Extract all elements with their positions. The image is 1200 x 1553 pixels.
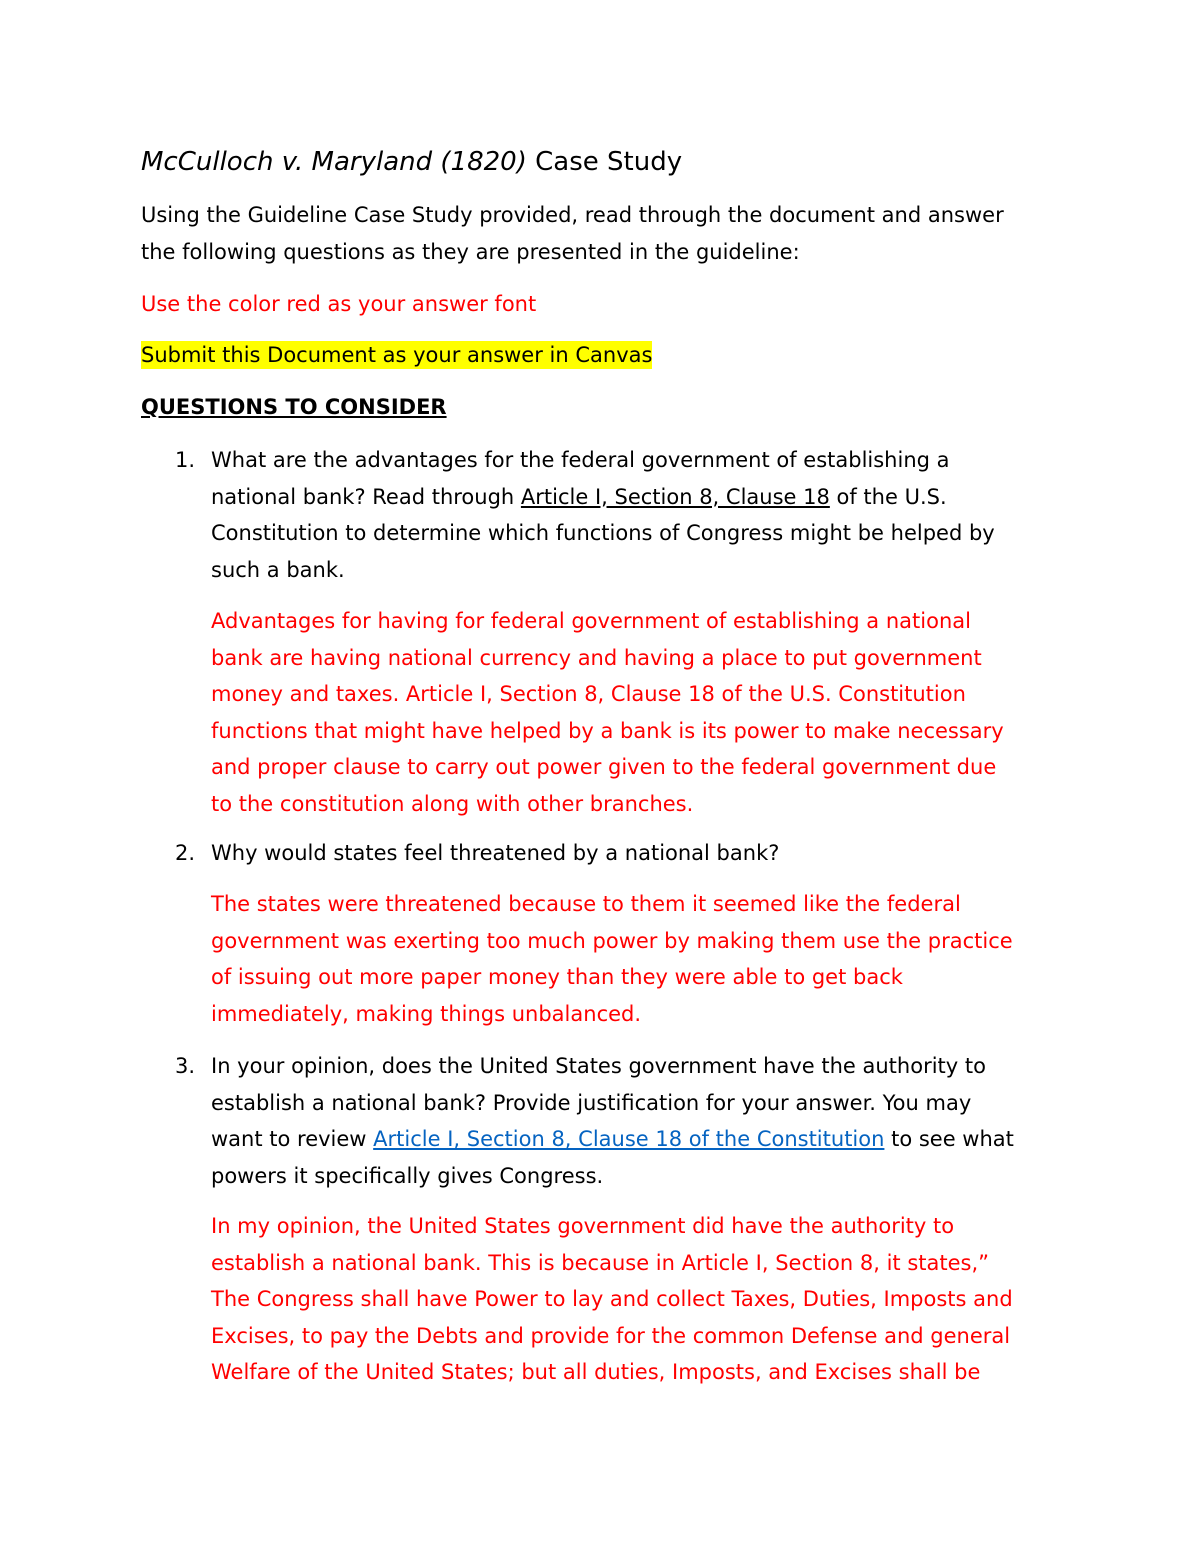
instruction-highlight: Submit this Document as your answer in Canvas — [141, 343, 653, 367]
answer-2 — [211, 886, 1013, 1032]
question-1 — [141, 442, 1071, 588]
title-case-name: McCulloch v. Maryland (1820) — [141, 147, 527, 177]
answer-line: The Congress shall have Power to lay and collect Taxes, Duties, Imposts and — [211, 1287, 1013, 1311]
answer-line: bank are having national currency and having a place to put government — [211, 645, 982, 670]
answer-line: and proper clause to carry out power given to the federal government due — [211, 755, 997, 779]
answer-line: money and taxes. Article I, Section 8, Clause 18 of the U.S. Constitution — [211, 682, 966, 706]
question-2 — [141, 835, 1071, 872]
constitution-link[interactable]: Article I, Section 8, Clause 18 of the Constitution — [373, 1127, 885, 1151]
intro-line: Using the Guideline Case Study provided, read through the document and answer — [141, 203, 1004, 227]
intro-line: the following questions as they are presented in the guideline: — [141, 239, 800, 264]
answer-line: Advantages for having for federal government of establishing a national — [211, 609, 971, 633]
answer-line: immediately, making things unbalanced. — [211, 1001, 642, 1026]
question-line: What are the advantages for the federal government of establishing a — [211, 448, 950, 472]
intro-paragraph — [141, 197, 1004, 270]
question-line-part: national bank? Read through — [211, 484, 521, 509]
question-line — [211, 1121, 1014, 1158]
question-number: 1. — [175, 448, 196, 472]
answer-line: Excises, to pay the Debts and provide for the common Defense and general — [211, 1323, 1011, 1348]
answer-line: In my opinion, the United States government did have the authority to — [211, 1214, 955, 1238]
question-number: 3. — [175, 1054, 196, 1078]
question-text — [211, 442, 995, 588]
question-number: 2. — [175, 841, 196, 865]
instruction-highlight-paragraph — [141, 337, 652, 374]
question-text — [211, 1048, 1014, 1194]
answer-line: The states were threatened because to them it seemed like the federal — [211, 892, 961, 916]
question-line — [211, 479, 995, 516]
page-title — [141, 140, 682, 184]
answer-line: functions that might have helped by a bank is its power to make necessary — [211, 718, 1004, 743]
question-line-part: to see what — [884, 1127, 1014, 1151]
instruction-red: Use the color red as your answer font — [141, 292, 537, 316]
question-line: establish a national bank? Provide justification for your answer. You may — [211, 1090, 972, 1115]
answer-1 — [211, 603, 1004, 822]
question-line: powers it specifically gives Congress. — [211, 1163, 604, 1188]
answer-line: establish a national bank. This is because in Article I, Section 8, it states,” — [211, 1250, 990, 1275]
title-suffix: Case Study — [526, 147, 683, 177]
questions-heading: QUESTIONS TO CONSIDER — [141, 395, 447, 419]
question-line: In your opinion, does the United States government have the authority to — [211, 1054, 986, 1078]
question-line: Why would states feel threatened by a national bank? — [211, 841, 780, 865]
question-line-part: want to review — [211, 1127, 374, 1151]
answer-line: of issuing out more paper money than they were able to get back — [211, 965, 903, 989]
question-line: such a bank. — [211, 557, 345, 582]
question-3 — [141, 1048, 1071, 1194]
question-text — [211, 835, 779, 872]
answer-3 — [211, 1208, 1013, 1391]
answer-line: government was exerting too much power by making them use the practice — [211, 928, 1013, 953]
question-line: Constitution to determine which functions of Congress might be helped by — [211, 521, 995, 545]
answer-line: Welfare of the United States; but all duties, Imposts, and Excises shall be — [211, 1360, 981, 1384]
answer-line: to the constitution along with other branches. — [211, 791, 694, 816]
constitution-reference: Article I, Section 8, Clause 18 — [520, 484, 830, 509]
question-line-part: of the U.S. — [829, 484, 947, 509]
